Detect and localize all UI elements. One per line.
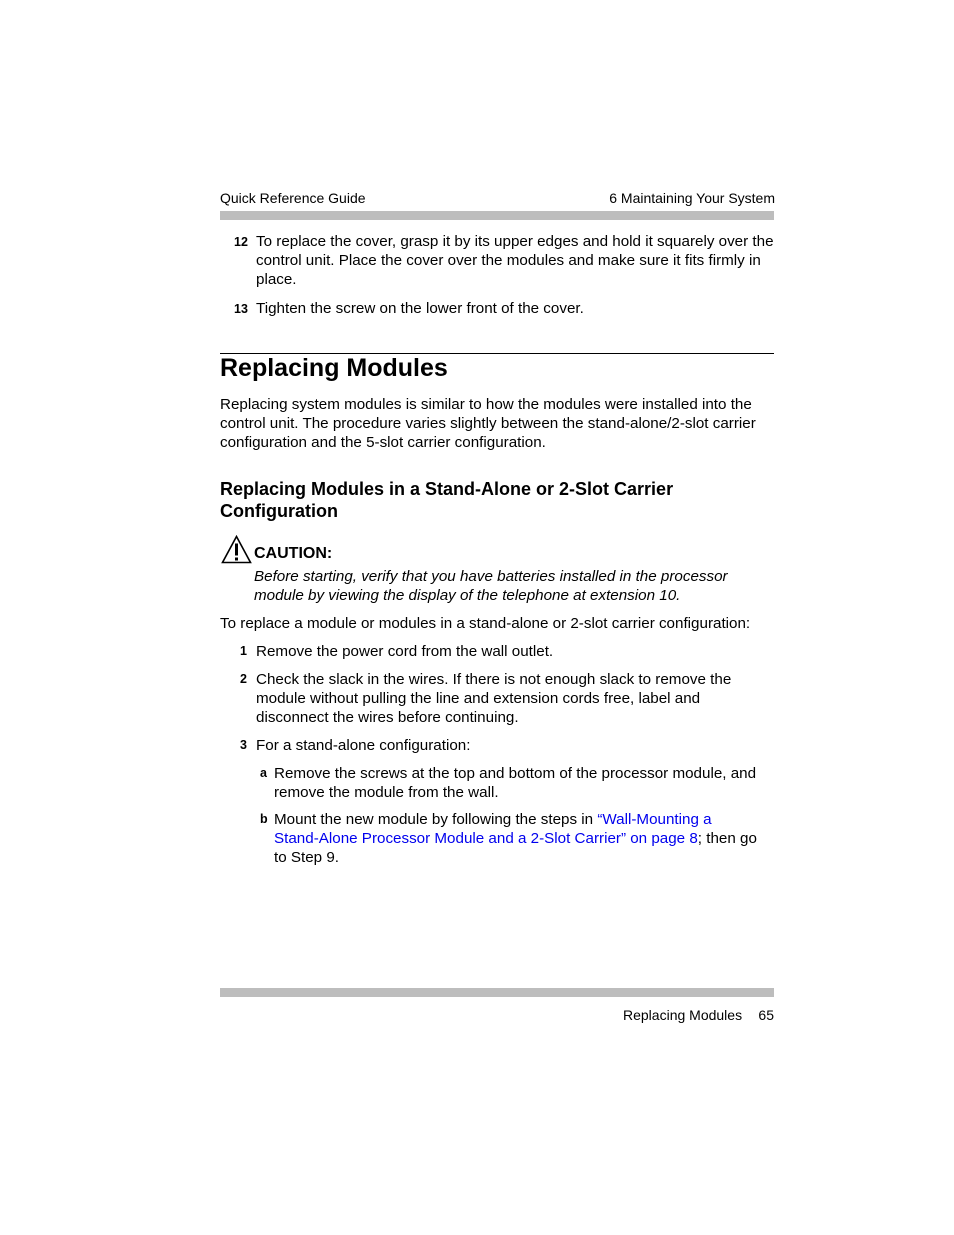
warning-triangle-icon	[221, 535, 252, 564]
step-number-13: 13	[234, 302, 248, 316]
step-number-3: 3	[240, 738, 247, 752]
step-text-1: Remove the power cord from the wall outlet.	[256, 643, 554, 660]
link-text-line2[interactable]: Stand-Alone Processor Module and a 2-Slot Carrier” on page 8	[274, 830, 698, 847]
subsection-title-line2: Configuration	[220, 501, 338, 521]
substep-b-intro: Mount the new module by following the steps in	[274, 811, 598, 828]
subsection-title-line1: Replacing Modules in a Stand-Alone or 2-Slot Carrier	[220, 479, 674, 499]
running-header-right: 6 Maintaining Your System	[609, 190, 775, 206]
step-number-2: 2	[240, 672, 247, 686]
section-intro: Replacing system modules is similar to how the modules were installed into the control unit. The procedure varies slightly between the stand-alone/2-slot carrier configuration and the 5-slot carrier configuration.	[220, 396, 756, 451]
substep-b-final: to Step 9.	[274, 849, 340, 866]
substep-text-a: Remove the screws at the top and bottom of the processor module, and remove the module from the wall.	[274, 765, 757, 801]
caution-label: CAUTION:	[254, 545, 333, 562]
header-rule	[220, 211, 774, 220]
step-text-13: Tighten the screw on the lower front of the cover.	[256, 300, 584, 317]
substep-text-b	[274, 810, 774, 867]
substep-label-b: b	[260, 812, 268, 826]
page-number: 65	[758, 1007, 774, 1023]
footer-rule	[220, 988, 774, 997]
section-title: Replacing Modules	[220, 354, 448, 382]
link-text-line1[interactable]: “Wall-Mounting a	[597, 811, 712, 828]
substep-label-a: a	[260, 766, 267, 780]
step-text-2: Check the slack in the wires. If there is not enough slack to remove the module without pulling the line and extension cords free, label and disconnect the wires before continuing.	[256, 671, 732, 726]
step-number-1: 1	[240, 644, 247, 658]
substep-b-continuation: ; then go	[697, 830, 757, 847]
subsection-title	[220, 478, 774, 522]
caution-text: Before starting, verify that you have batteries installed in the processor module by viewing the display of the telephone at extension 10.	[254, 568, 728, 604]
footer-section-name: Replacing Modules	[623, 1007, 743, 1023]
procedure-lead-in: To replace a module or modules in a stand-alone or 2-slot carrier configuration:	[220, 615, 751, 632]
step-number-12: 12	[234, 235, 248, 249]
running-header-left: Quick Reference Guide	[220, 190, 366, 206]
step-text-12: To replace the cover, grasp it by its upper edges and hold it squarely over the control unit. Place the cover over the modules and make sure it fits firmly in place.	[256, 233, 774, 288]
step-text-3: For a stand-alone configuration:	[256, 737, 471, 754]
